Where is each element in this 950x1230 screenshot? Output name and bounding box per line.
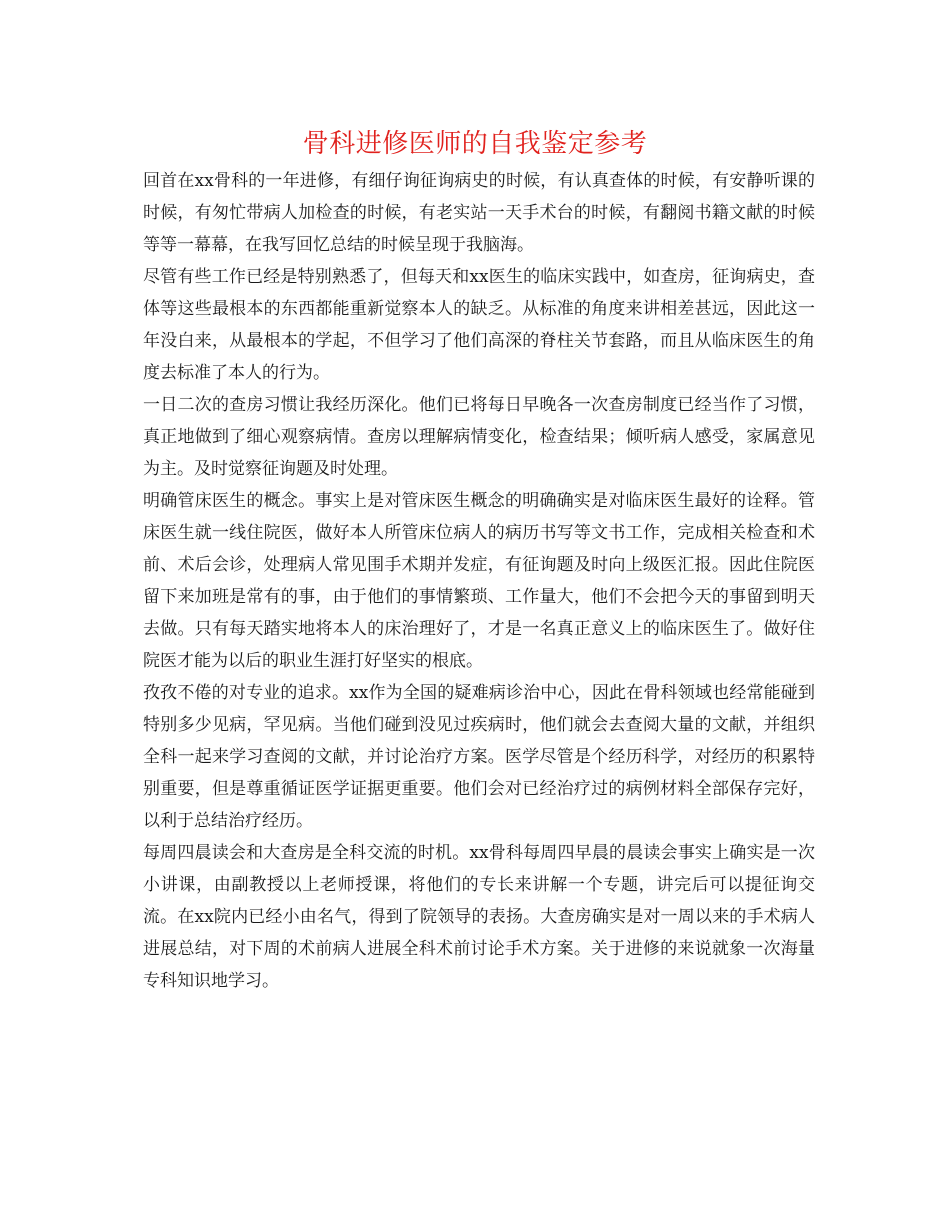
paragraph-5: 孜孜不倦的对专业的追求。xx作为全国的疑难病诊治中心，因此在骨科领域也经常能碰到特别多少见病，罕见病。当他们碰到没见过疾病时，他们就会去查阅大量的文献，并组织全科一起来学习查阅的文献，并讨论治疗方案。医学尽管是个经历科学，对经历的积累特别重要，但是尊重循证医学证据更重要。他们会对已经治疗过的病例材料全部保存完好，以利于总结治疗经历。 xyxy=(143,683,815,831)
paragraph-6: 每周四晨读会和大查房是全科交流的时机。xx骨科每周四早晨的晨读会事实上确实是一次小讲课，由副教授以上老师授课，将他们的专长来讲解一个专题，讲完后可以提征询交流。在xx院内已经小由名气，得到了院领导的表扬。大查房确实是对一周以来的手术病人进展总结，对下周的术前病人进展全科术前讨论手术方案。关于进修的来说就象一次海量专科知识地学习。 xyxy=(143,843,815,991)
document-body xyxy=(143,165,815,997)
paragraph-4: 明确管床医生的概念。事实上是对管床医生概念的明确确实是对临床医生最好的诠释。管床医生就一线住院医，做好本人所管床位病人的病历书写等文书工作，完成相关检查和术前、术后会诊，处理病人常见围手术期并发症，有征询题及时向上级医汇报。因此住院医留下来加班是常有的事，由于他们的事情繁琐、工作量大，他们不会把今天的事留到明天去做。只有每天踏实地将本人的床治理好了，才是一名真正意义上的临床医生了。做好住院医才能为以后的职业生涯打好坚实的根底。 xyxy=(143,491,815,671)
paragraph-1: 回首在xx骨科的一年进修，有细仔询征询病史的时候，有认真查体的时候，有安静听课的时候，有匆忙带病人加检查的时候，有老实站一天手术台的时候，有翻阅书籍文献的时候等等一幕幕，在我写回忆总结的时候呈现于我脑海。 xyxy=(143,171,815,255)
page-title: 骨科进修医师的自我鉴定参考 xyxy=(302,129,648,159)
paragraph-2: 尽管有些工作已经是特别熟悉了，但每天和xx医生的临床实践中，如查房，征询病史，查体等这些最根本的东西都能重新觉察本人的缺乏。从标准的角度来讲相差甚远，因此这一年没白来，从最根本的学起，不但学习了他们高深的脊柱关节套路，而且从临床医生的角度去标准了本人的行为。 xyxy=(143,267,815,383)
paragraph-3: 一日二次的查房习惯让我经历深化。他们已将每日早晚各一次查房制度已经当作了习惯，真正地做到了细心观察病情。查房以理解病情变化，检查结果；倾听病人感受，家属意见为主。及时觉察征询题及时处理。 xyxy=(143,395,815,479)
